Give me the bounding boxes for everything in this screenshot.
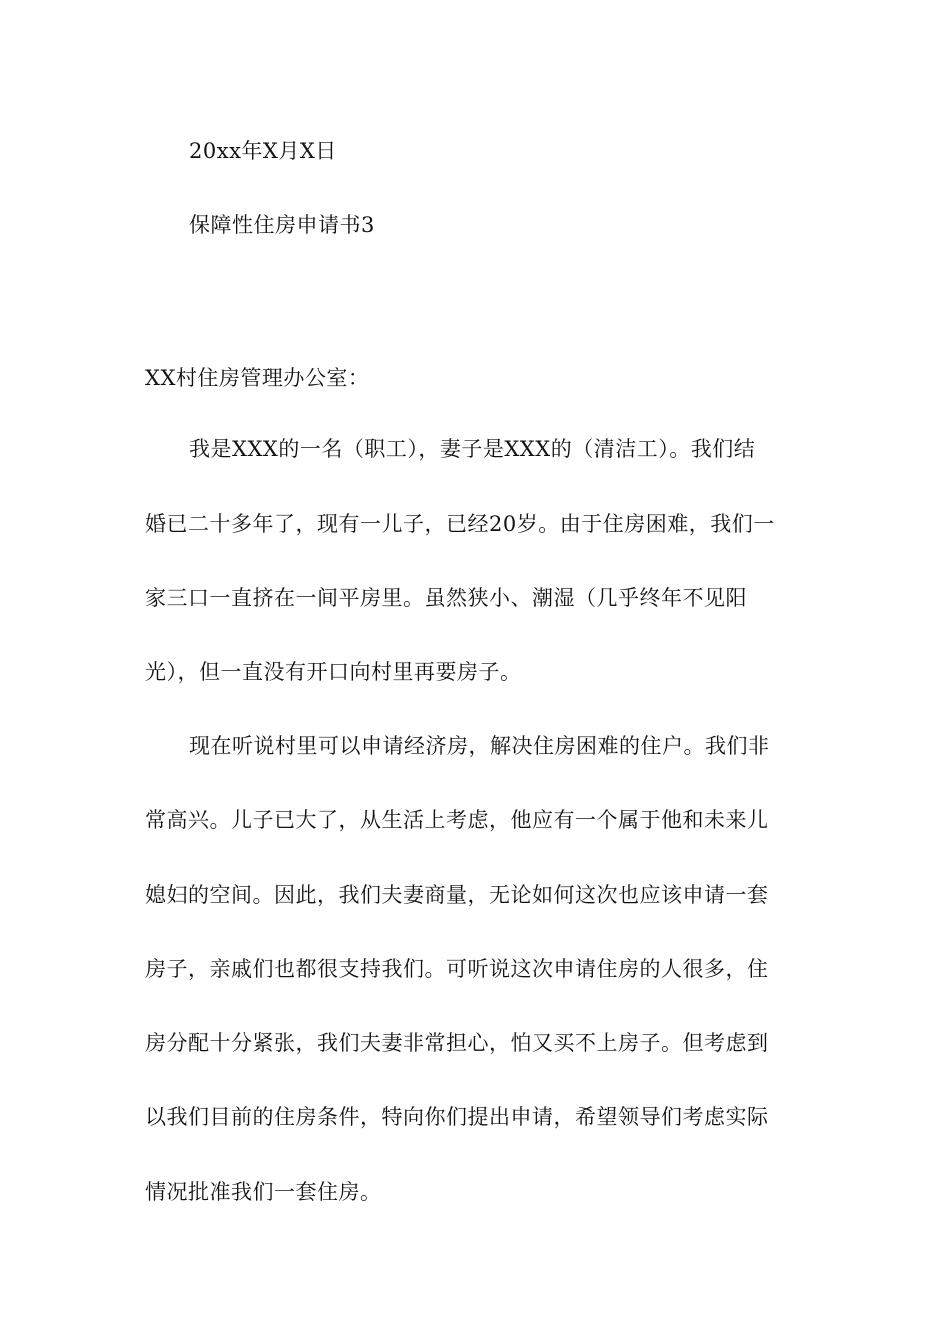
paragraph-2-line-2: 常高兴。儿子已大了，从生活上考虑，他应有一个属于他和未来儿 xyxy=(145,808,769,832)
document-title: 保障性住房申请书3 xyxy=(189,213,375,237)
paragraph-1-line-4: 光），但一直没有开口向村里再要房子。 xyxy=(145,660,522,684)
date-line: 20xx年X月X日 xyxy=(189,139,337,163)
paragraph-2-line-4: 房子，亲戚们也都很支持我们。可听说这次申请住房的人很多，住 xyxy=(145,957,769,981)
paragraph-1-line-3: 家三口一直挤在一间平房里。虽然狭小、潮湿（几乎终年不见阳 xyxy=(145,586,747,610)
paragraph-2-line-3: 媳妇的空间。因此，我们夫妻商量，无论如何这次也应该申请一套 xyxy=(145,883,769,907)
paragraph-2-line-7: 情况批准我们一套住房。 xyxy=(145,1180,382,1204)
paragraph-2-line-1: 现在听说村里可以申请经济房，解决住房困难的住户。我们非 xyxy=(189,734,770,758)
paragraph-2-line-5: 房分配十分紧张，我们夫妻非常担心，怕又买不上房子。但考虑到 xyxy=(145,1031,769,1055)
paragraph-2-line-6: 以我们目前的住房条件，特向你们提出申请，希望领导们考虑实际 xyxy=(145,1105,769,1129)
paragraph-1-line-1: 我是XXX的一名（职工），妻子是XXX的（清洁工）。我们结 xyxy=(189,437,756,461)
paragraph-1-line-2: 婚已二十多年了，现有一儿子，已经20岁。由于住房困难，我们一 xyxy=(145,512,775,536)
salutation: XX村住房管理办公室： xyxy=(145,366,370,390)
